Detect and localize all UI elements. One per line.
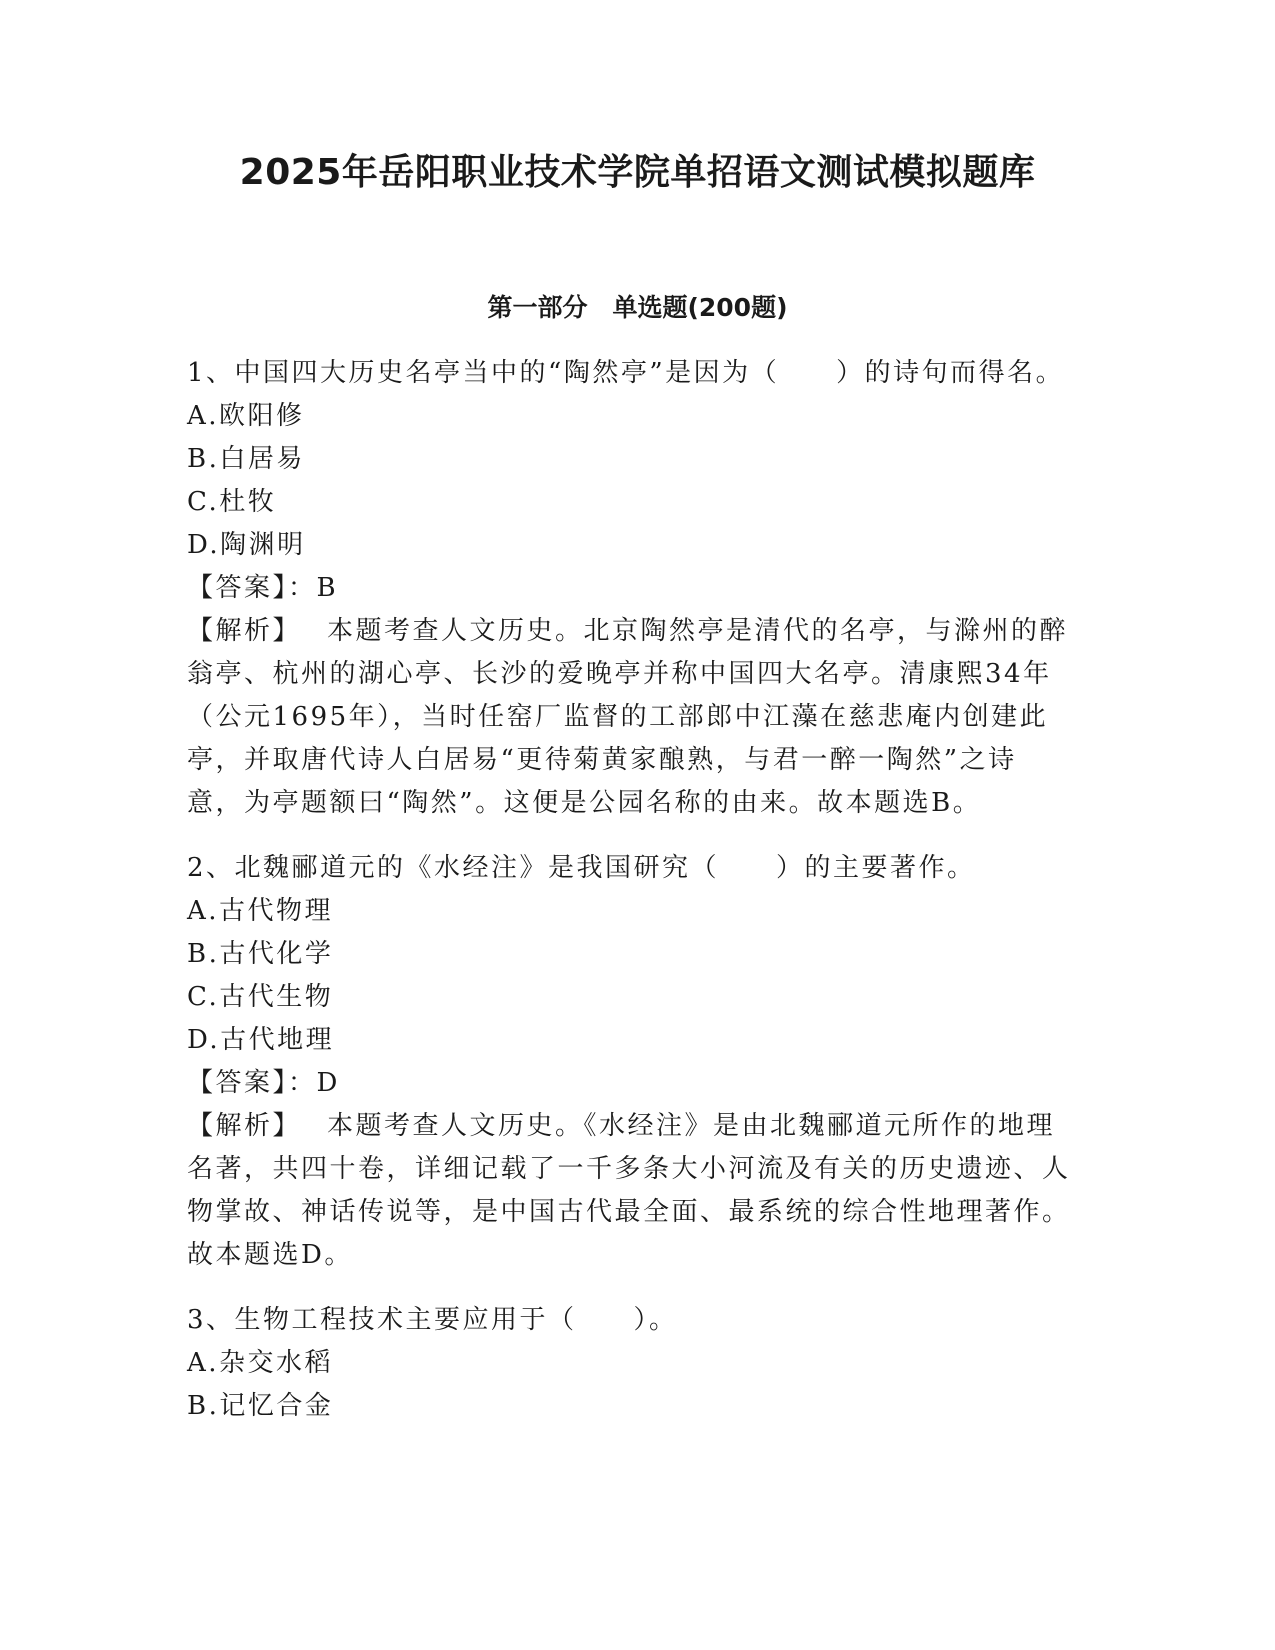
answer-label: 【答案】：	[187, 573, 317, 603]
explanation	[187, 1105, 1072, 1277]
option-b: B.白居易	[187, 444, 305, 474]
answer-label: 【答案】：	[187, 1068, 317, 1098]
option-a: A.古代物理	[187, 896, 334, 926]
document-title: 2025年岳阳职业技术学院单招语文测试模拟题库	[239, 152, 1036, 193]
section-title: 第一部分 单选题(200题)	[487, 293, 788, 322]
question-stem: 3、生物工程技术主要应用于（ ）。	[187, 1305, 678, 1335]
explanation-text: 本题考查人文历史。《水经注》是由北魏郦道元所作的地理名著，共四十卷，详细记载了一千多条大小河流及有关的历史遗迹、人物掌故、神话传说等，是中国古代最全面、最系统的综合性地理著作。故本题选D。	[187, 1111, 1071, 1270]
option-a: A.杂交水稻	[187, 1348, 334, 1378]
option-b: B.记忆合金	[187, 1391, 334, 1421]
option-a: A.欧阳修	[187, 401, 305, 431]
answer-value: B	[316, 573, 339, 603]
option-d: D.古代地理	[187, 1025, 335, 1055]
explanation-label: 【解析】	[187, 1111, 302, 1141]
question-2	[187, 847, 1072, 1277]
option-d: D.陶渊明	[187, 530, 306, 560]
explanation-label: 【解析】	[187, 616, 302, 646]
explanation	[187, 610, 1072, 825]
answer-line	[187, 567, 1072, 610]
question-3	[187, 1299, 1072, 1428]
option-c: C.古代生物	[187, 982, 334, 1012]
question-list	[187, 352, 1072, 1428]
explanation-text: 本题考查人文历史。北京陶然亭是清代的名亭，与滁州的醉翁亭、杭州的湖心亭、长沙的爱晚亭并称中国四大名亭。清康熙34年（公元1695年），当时任窑厂监督的工部郎中江藻在慈悲庵内创建此亭，并取唐代诗人白居易“更待菊黄家酿熟，与君一醉一陶然”之诗意，为亭题额曰“陶然”。这便是公园名称的由来。故本题选B。	[187, 616, 1069, 818]
question-1	[187, 352, 1072, 825]
option-b: B.古代化学	[187, 939, 334, 969]
option-c: C.杜牧	[187, 487, 277, 517]
answer-value: D	[316, 1068, 340, 1098]
answer-line	[187, 1062, 1072, 1105]
question-stem: 1、中国四大历史名亭当中的“陶然亭”是因为（ ）的诗句而得名。	[187, 358, 1065, 388]
question-stem: 2、北魏郦道元的《水经注》是我国研究（ ）的主要著作。	[187, 853, 976, 883]
